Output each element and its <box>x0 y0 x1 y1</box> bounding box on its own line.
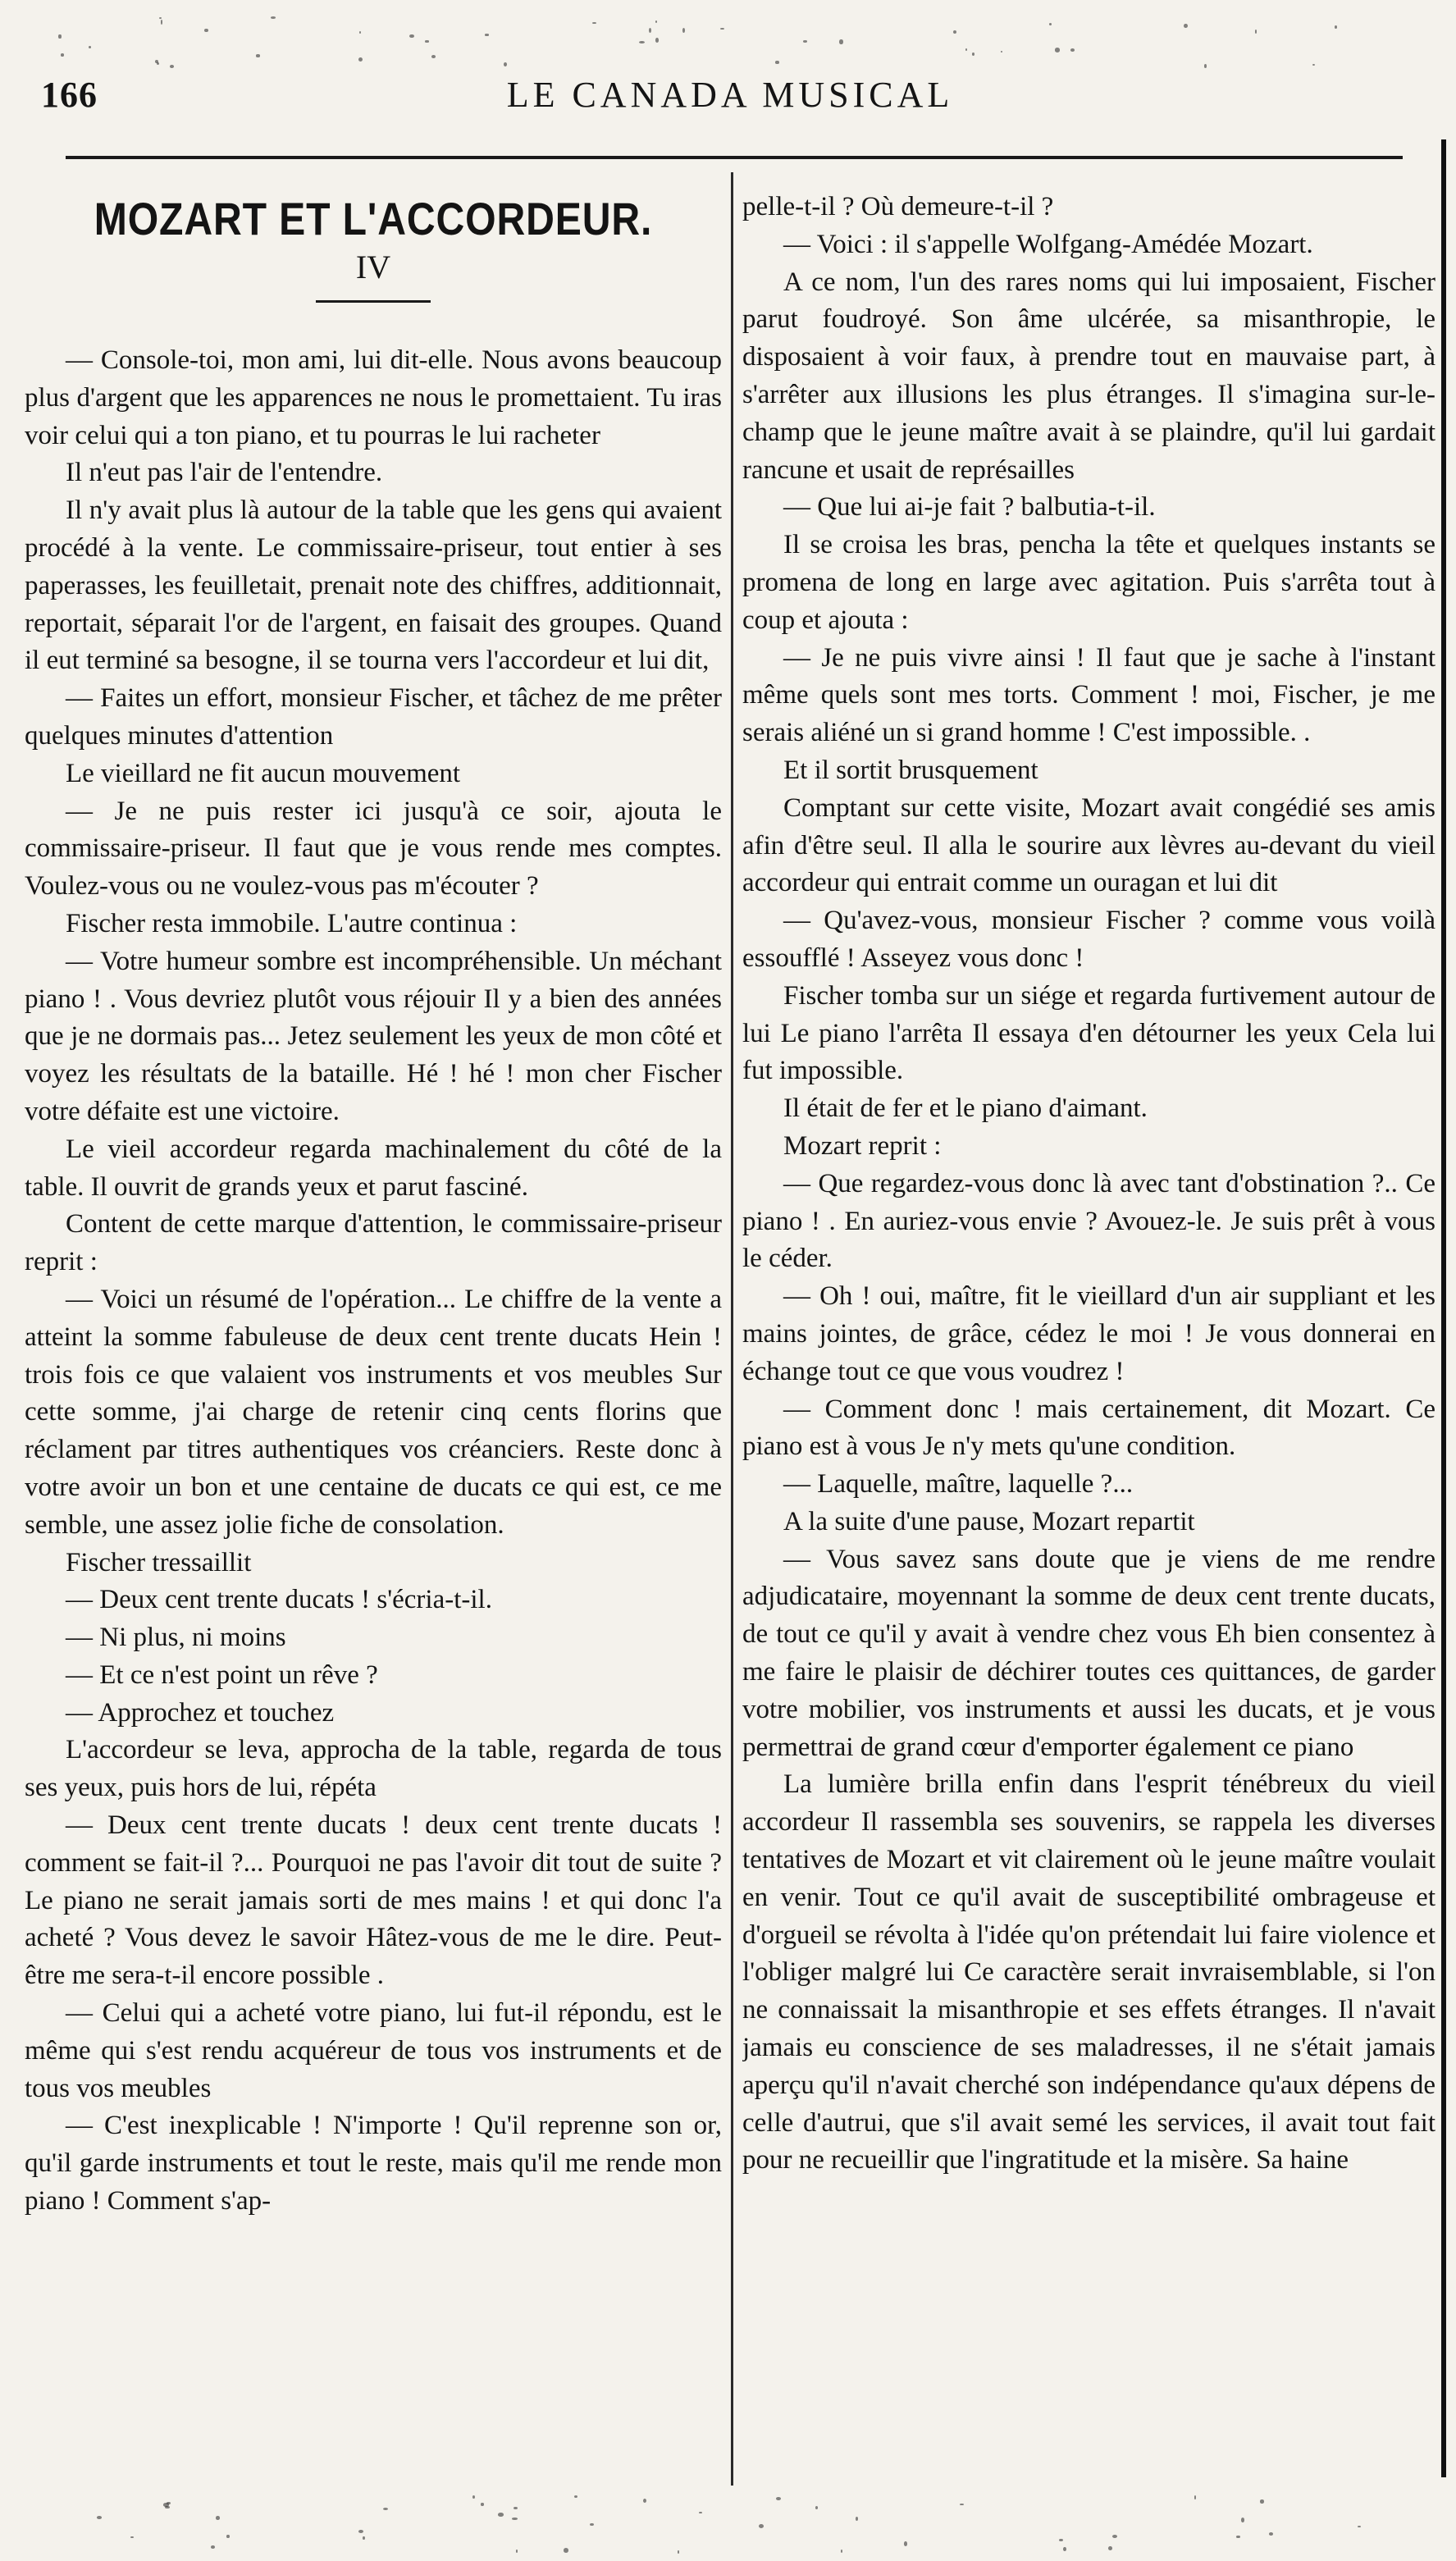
ink-speck <box>358 2530 363 2533</box>
ink-speck <box>485 34 489 35</box>
ink-speck <box>776 2497 781 2500</box>
ink-speck <box>226 2535 229 2538</box>
paragraph: — Vous savez sans doute que je viens de me rendre adjudicataire, moyennant la somme de deux cent trente ducats, de tout ce qu'il y avait à vendre chez vous Eh bien consentez à me faire le plaisir de déchirer toutes ces quittances, de garder votre mobilier, vos instruments et aussi les ducats, et je vous permettrai de grand cœur d'emporter également ce piano <box>742 1544 1435 1762</box>
paragraph: L'accordeur se leva, approcha de la table, regarda de tous ses yeux, puis hors de lui, répéta <box>25 1735 722 1803</box>
paragraph: Le vieil accordeur regarda machinalement du côté de la table. Il ouvrit de grands yeux et parut fasciné. <box>25 1134 722 1202</box>
ink-speck <box>574 2495 577 2498</box>
ink-speck <box>204 29 208 32</box>
paragraph: — Approchez et touchez <box>66 1697 335 1728</box>
ink-speck <box>89 46 91 48</box>
ink-speck <box>516 2550 518 2552</box>
ink-speck <box>161 20 162 25</box>
paragraph: — Deux cent trente ducats ! s'écria-t-il. <box>66 1585 492 1615</box>
ink-speck <box>513 2507 518 2509</box>
ink-speck <box>481 2503 483 2505</box>
page-number: 166 <box>41 75 98 115</box>
ink-speck <box>1255 30 1257 34</box>
ink-speck <box>130 2536 134 2538</box>
ink-speck <box>1260 2499 1263 2503</box>
ink-speck <box>383 2508 388 2510</box>
paragraph: Fischer resta immobile. L'autre continua : <box>66 908 518 938</box>
ink-speck <box>472 2495 475 2499</box>
paragraph: — Qu'avez-vous, monsieur Fischer ? comme vous voilà essoufflé ! Asseyez vous donc ! <box>742 906 1435 973</box>
ink-speck <box>157 62 160 65</box>
ink-speck <box>431 55 436 58</box>
ink-speck <box>498 2513 504 2516</box>
ink-speck <box>61 53 64 57</box>
paragraph: — Que regardez-vous donc là avec tant d'obstination ?.. Ce piano ! . En auriez-vous envie ? Avouez-le. Je suis prêt à vous le céder. <box>742 1168 1435 1274</box>
paragraph: Il n'eut pas l'air de l'entendre. <box>66 458 383 488</box>
ink-speck <box>678 2550 679 2553</box>
ink-speck <box>1001 51 1002 53</box>
paragraph: A ce nom, l'un des rares noms qui lui imposaient, Fischer parut foudroyé. Son âme ulcérée, sa misanthropie, le disposaient à voir faux, à prendre tout en mauvaise part, à s'arrêter aux illusions les plus étranges. Il s'imagina sur-le-champ que le jeune maître avait à se plaindre, qu'il lui gardait rancune et usait de représailles <box>742 267 1435 485</box>
ink-speck <box>564 2548 568 2553</box>
ink-speck <box>759 2524 764 2528</box>
ink-speck <box>775 61 778 64</box>
ink-speck <box>1063 2547 1066 2552</box>
ink-speck <box>720 28 724 30</box>
paragraph: Mozart reprit : <box>783 1130 942 1161</box>
ink-speck <box>655 38 659 42</box>
ink-speck <box>643 2499 646 2503</box>
ink-speck <box>216 2516 220 2519</box>
paragraph: — Votre humeur sombre est incompréhensible. Un méchant piano ! . Vous devriez plutôt vous réjouir Il y a bien des années que je ne dormais pas... Jetez seulement les yeux de mon côté et voyez les résultats de la bataille. Hé ! hé ! mon cher Fischer votre défaite est une victoire. <box>25 946 722 1126</box>
ink-speck <box>699 2512 702 2514</box>
ink-speck <box>841 2550 843 2554</box>
ink-speck <box>1184 24 1188 28</box>
ink-speck <box>1236 2536 1240 2539</box>
paragraph: — Voici : il s'appelle Wolfgang-Amédée Mozart. <box>783 229 1313 259</box>
ink-speck <box>1049 23 1052 25</box>
ink-speck <box>1335 25 1337 29</box>
paragraph: — Celui qui a acheté votre piano, lui fut-il répondu, est le même qui s'est rendu acquéreur de tous vos instruments et de tous vos meubles <box>25 1998 722 2103</box>
ink-speck <box>1269 2532 1273 2536</box>
paragraph: A la suite d'une pause, Mozart repartit <box>783 1506 1195 1536</box>
right-column <box>742 189 1435 2494</box>
left-column-text <box>25 342 722 2221</box>
paragraph: pelle-t-il ? Où demeure-t-il ? <box>742 192 1054 221</box>
paragraph: Le vieillard ne fit aucun mouvement <box>66 758 461 788</box>
left-column <box>25 180 722 2486</box>
chapter-number: IV <box>355 249 391 285</box>
ink-speck <box>655 21 658 23</box>
page-edge-bar <box>1441 139 1446 2477</box>
ink-speck <box>649 28 651 33</box>
ink-speck <box>512 2518 517 2520</box>
paragraph: — Deux cent trente ducats ! deux cent trente ducats ! comment se fait-il ?... Pourquoi ne pas l'avoir dit tout de suite ? Le piano ne serait jamais sorti de mes mains ! et qui donc l'a acheté ? Vous devez le savoir Hâtez-vous de me le dire. Peut-être me sera-t-il encore possible . <box>25 1810 722 1991</box>
ink-speck <box>211 2545 215 2549</box>
header-rule <box>66 156 1403 159</box>
running-head <box>41 74 1403 131</box>
journal-title: LE CANADA MUSICAL <box>506 75 954 115</box>
paragraph: — Que lui ai-je fait ? balbutia-t-il. <box>783 492 1156 523</box>
ink-speck <box>409 34 414 39</box>
ink-speck <box>972 52 974 56</box>
ink-speck <box>358 57 363 62</box>
ink-speck <box>965 48 967 52</box>
paragraph: — Voici un résumé de l'opération... Le chiffre de la vente a atteint la somme fabuleuse de deux cent trente ducats Hein ! trois fois ce que valaient vos instruments et vos meubles Sur cette somme, j'ai charge de retenir cinq cents florins que réclament par titres authentiques vos créanciers. Reste donc à votre avoir un bon et une centaine de ducats ce qui est, ce me semble, une assez jolie fiche de consolation. <box>25 1284 722 1540</box>
paragraph: — C'est inexplicable ! N'importe ! Qu'il reprenne son or, qu'il garde instruments et tout le reste, mais qu'il me rende mon piano ! Comment s'ap- <box>25 2111 722 2216</box>
ink-speck <box>363 2536 365 2540</box>
paragraph: — Laquelle, maître, laquelle ?... <box>783 1469 1134 1500</box>
ink-speck <box>271 16 276 19</box>
ink-speck <box>504 62 507 66</box>
right-column-text <box>742 189 1435 2180</box>
paragraph: Fischer tressaillit <box>66 1547 252 1577</box>
ink-speck <box>960 2504 964 2506</box>
ink-speck <box>167 2502 171 2505</box>
ink-speck <box>815 2506 818 2509</box>
ink-speck <box>256 54 260 57</box>
ink-speck <box>639 41 645 43</box>
ink-speck <box>170 65 174 68</box>
ink-speck <box>1241 2518 1244 2522</box>
ink-speck <box>953 30 956 34</box>
ink-speck <box>856 2517 859 2522</box>
ink-speck <box>839 39 842 43</box>
ink-speck <box>682 28 685 33</box>
title-rule <box>316 300 431 303</box>
ink-speck <box>1055 48 1061 52</box>
paragraph: Il n'y avait plus là autour de la table que les gens qui avaient procédé à la vente. Le commissaire-priseur, tout entier à ses paperasses, les feuilletait, prenait note des chiffres, additionnait, reportait, séparait l'or de l'argent, en faisait des groupes. Quand il eut terminé sa besogne, il se tourna vers l'accordeur et lui dit, <box>25 495 722 676</box>
ink-speck <box>1312 64 1315 66</box>
ink-speck <box>590 2523 593 2526</box>
ink-speck <box>592 22 596 24</box>
article-title: MOZART ET L'ACCORDEUR. <box>94 193 653 244</box>
paragraph: La lumière brilla enfin dans l'esprit ténébreux du vieil accordeur Il rassembla ses souvenirs, se rappela les diverses tentatives de Mozart et vit clairement où le jeune maître voulait en venir. Tout ce qu'il avait de susceptibilité ombrageuse et d'orgueil se révolta à l'idée qu'on prétendait lui faire violence et l'obliger malgré lui Ce caractère serait invraisemblable, si l'on ne connaissait la misanthropie et ses effets étranges. Il n'avait jamais eu conscience de ses maladresses, il ne s'était jamais aperçu qu'il n'avait cherché son indépendance qu'aux dépens de celle d'autrui, que s'il avait semé les services, il avait tout fait pour ne recueillir que l'ingratitude et la misère. Sa haine <box>742 1769 1435 2175</box>
paragraph: Comptant sur cette visite, Mozart avait congédié ses amis afin d'être seul. Il alla le sourire aux lèvres au-devant du vieil accordeur qui entrait comme un ouragan et lui dit <box>742 792 1435 898</box>
ink-speck <box>1358 2526 1361 2527</box>
paragraph: — Et ce n'est point un rêve ? <box>66 1659 378 1690</box>
ink-speck <box>1059 2539 1063 2542</box>
paragraph: Il se croisa les bras, pencha la tête et quelques instants se promena de long en large avec agitation. Puis s'arrêta tout à coup et ajouta : <box>742 530 1435 635</box>
paragraph: — Comment donc ! mais certainement, dit Mozart. Ce piano est à vous Je n'y mets qu'une condition. <box>742 1394 1435 1462</box>
ink-speck <box>97 2516 103 2519</box>
column-divider <box>731 172 733 2486</box>
ink-speck <box>58 34 61 39</box>
paragraph: — Oh ! oui, maître, fit le vieillard d'un air suppliant et les mains jointes, de grâce, cédez le moi ! Je vous donnerai en échange tout ce que vous voudrez ! <box>742 1281 1435 1386</box>
ink-speck <box>425 40 428 42</box>
paragraph: — Ni plus, ni moins <box>66 1623 286 1653</box>
ink-speck <box>904 2541 908 2546</box>
ink-speck <box>1108 2546 1111 2550</box>
paragraph: — Je ne puis vivre ainsi ! Il faut que je sache à l'instant même quels sont mes torts. Comment ! moi, Fischer, je me serais aliéné un si grand homme ! C'est impossible. . <box>742 642 1435 748</box>
paragraph: — Faites un effort, monsieur Fischer, et tâchez de me prêter quelques minutes d'attention <box>25 683 722 751</box>
ink-speck <box>1112 2535 1118 2538</box>
paragraph: Content de cette marque d'attention, le commissaire-priseur reprit : <box>25 1209 722 1277</box>
ink-speck <box>1204 64 1207 68</box>
ink-speck <box>359 31 361 34</box>
ink-speck <box>159 17 162 19</box>
ink-speck <box>1194 2495 1197 2499</box>
paragraph: Il était de fer et le piano d'aimant. <box>783 1093 1148 1124</box>
ink-speck <box>1070 48 1075 52</box>
paragraph: — Console-toi, mon ami, lui dit-elle. Nous avons beaucoup plus d'argent que les apparences ne nous le promettaient. Tu iras voir celui qui a ton piano, et tu pourras le lui racheter <box>25 345 722 450</box>
paragraph: Et il sortit brusquement <box>783 755 1038 785</box>
ink-speck <box>803 40 807 43</box>
ink-speck <box>165 2506 170 2509</box>
paragraph: Fischer tomba sur un siége et regarda furtivement autour de lui Le piano l'arrêta Il essaya d'en détourner les yeux Cela lui fut impossible. <box>742 980 1435 1086</box>
paragraph: — Je ne puis rester ici jusqu'à ce soir, ajouta le commissaire-priseur. Il faut que je vous rende mes comptes. Voulez-vous ou ne voulez-vous pas m'écouter ? <box>25 796 722 902</box>
